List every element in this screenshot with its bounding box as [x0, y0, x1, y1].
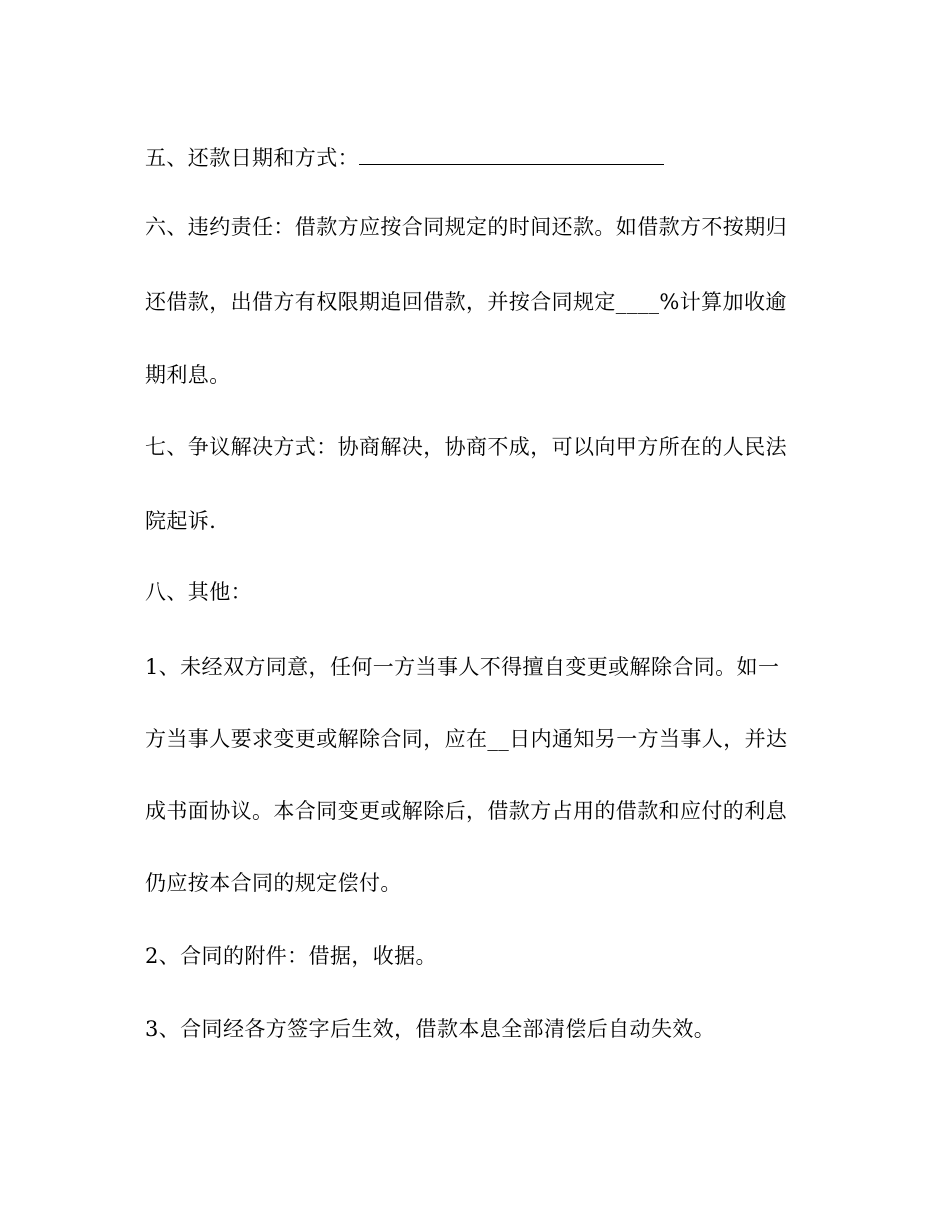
clause-7-line-1: 七、争议解决方式：协商解决，协商不成，可以向甲方所在的人民法	[145, 435, 787, 459]
clause-6-line-1: 六、违约责任：借款方应按合同规定的时间还款。如借款方不按期归	[145, 215, 787, 239]
clause-8-1-line-3: 成书面协议。本合同变更或解除后，借款方占用的借款和应付的利息	[145, 799, 787, 823]
clause-8-heading: 八、其他：	[145, 580, 252, 604]
clause-5-text: 五、还款日期和方式：	[145, 146, 359, 170]
clause-6-line-2: 还借款，出借方有权限期追回借款，并按合同规定____%计算加收逾	[145, 290, 787, 314]
clause-6-line-3: 期利息。	[145, 363, 231, 387]
repayment-blank	[359, 146, 664, 165]
clause-8-1-line-2: 方当事人要求变更或解除合同，应在__日内通知另一方当事人，并达	[145, 727, 788, 751]
clause-5-line	[145, 144, 825, 172]
clause-8-2-line: 2、合同的附件：借据，收据。	[145, 944, 437, 968]
clause-8-1-line-1: 1、未经双方同意，任何一方当事人不得擅自变更或解除合同。如一	[145, 655, 780, 679]
clause-7-line-2: 院起诉．	[145, 509, 231, 533]
clause-8-1-line-4: 仍应按本合同的规定偿付。	[145, 871, 402, 895]
clause-8-3-line: 3、合同经各方签字后生效，借款本息全部清偿后自动失效。	[145, 1017, 716, 1041]
